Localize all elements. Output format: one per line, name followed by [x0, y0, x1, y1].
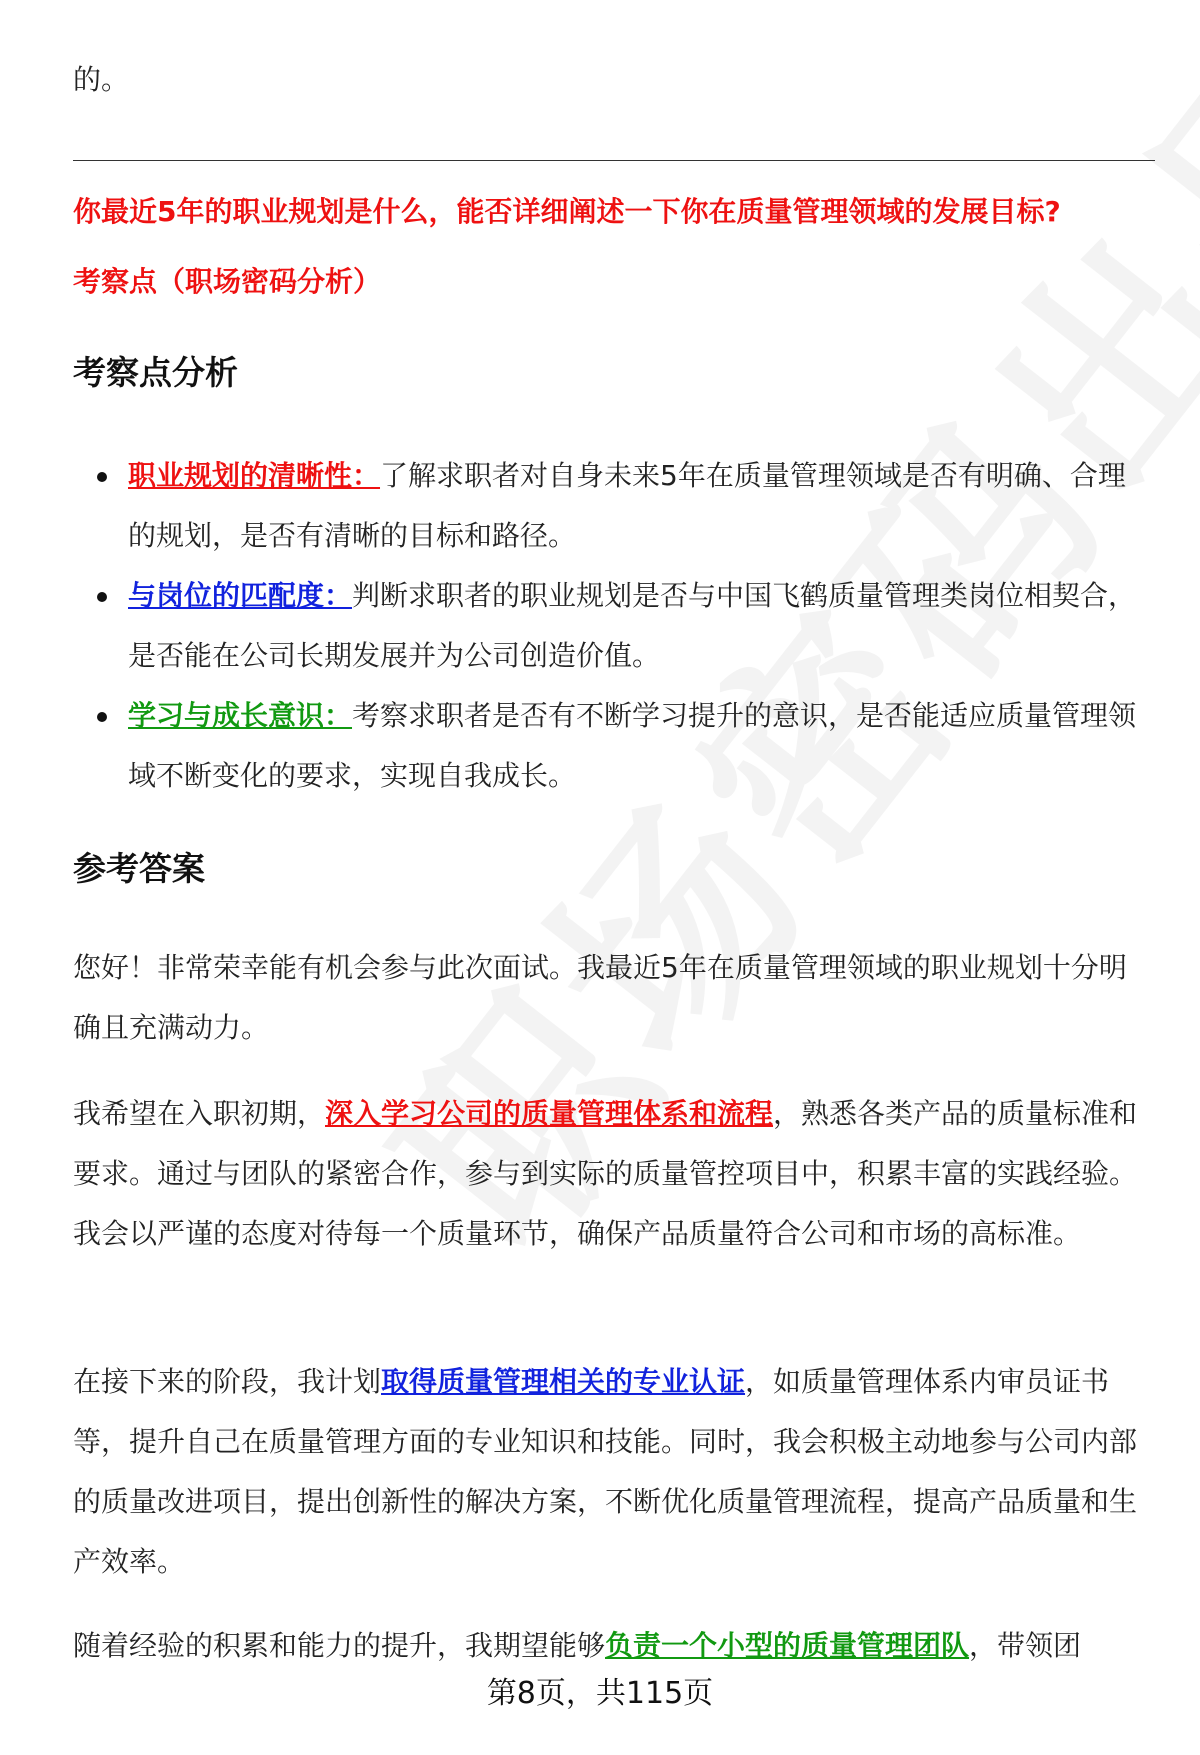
exam-point-label: 考察点（职场密码分析）	[73, 265, 382, 298]
analysis-item	[73, 446, 1153, 566]
answer-paragraph-3	[73, 1352, 1153, 1592]
horizontal-divider	[73, 160, 1155, 161]
analysis-item-label: 与岗位的匹配度：	[128, 579, 353, 612]
paragraph-text: ，带领团	[969, 1629, 1082, 1662]
analysis-item-text: 了解求职者对自身未来5年在质量管理领域是否有明确、合理的规划，是否有清晰的目标和路径。	[128, 459, 1126, 552]
analysis-item	[73, 686, 1153, 806]
paragraph-text: 我希望在入职初期，	[73, 1097, 326, 1130]
analysis-list	[73, 446, 1153, 806]
analysis-item-text: 考察求职者是否有不断学习提升的意识，是否能适应质量管理领域不断变化的要求，实现自我成长。	[128, 699, 1137, 792]
bullet-icon	[97, 472, 107, 482]
paragraph-text: 在接下来的阶段，我计划	[73, 1365, 382, 1398]
highlight-text: 负责一个小型的质量管理团队	[605, 1629, 970, 1662]
answer-paragraph-2	[73, 1084, 1153, 1264]
question-heading: 你最近5年的职业规划是什么，能否详细阐述一下你在质量管理领域的发展目标?	[73, 195, 1061, 228]
paragraph-text: ，如质量管理体系内审员证书等，提升自己在质量管理方面的专业知识和技能。同时，我会积极主动地参与公司内部的质量改进项目，提出创新性的解决方案，不断优化质量管理流程，提高产品质量和生产效率。	[73, 1365, 1138, 1578]
analysis-item-label: 学习与成长意识：	[128, 699, 353, 732]
answer-section-title: 参考答案	[73, 849, 205, 888]
highlight-text: 深入学习公司的质量管理体系和流程	[325, 1097, 774, 1130]
bullet-icon	[97, 592, 107, 602]
page-number-footer: 第8页，共115页	[486, 1676, 714, 1711]
analysis-section-title: 考察点分析	[73, 353, 238, 392]
answer-paragraph-4	[73, 1616, 1153, 1676]
paragraph-text: ，熟悉各类产品的质量标准和要求。通过与团队的紧密合作，参与到实际的质量管控项目中，积累丰富的实践经验。我会以严谨的态度对待每一个质量环节，确保产品质量符合公司和市场的高标准。	[73, 1097, 1138, 1250]
answer-paragraph-1: 您好！非常荣幸能有机会参与此次面试。我最近5年在质量管理领域的职业规划十分明确且充满动力。	[73, 951, 1127, 1044]
analysis-item-text: 判断求职者的职业规划是否与中国飞鹤质量管理类岗位相契合，是否能在公司长期发展并为公司创造价值。	[128, 579, 1137, 672]
analysis-item	[73, 566, 1153, 686]
previous-paragraph-tail: 的。	[73, 63, 130, 96]
highlight-text: 取得质量管理相关的专业认证	[381, 1365, 746, 1398]
paragraph-text: 随着经验的积累和能力的提升，我期望能够	[73, 1629, 606, 1662]
bullet-icon	[97, 712, 107, 722]
analysis-item-label: 职业规划的清晰性：	[128, 459, 381, 492]
